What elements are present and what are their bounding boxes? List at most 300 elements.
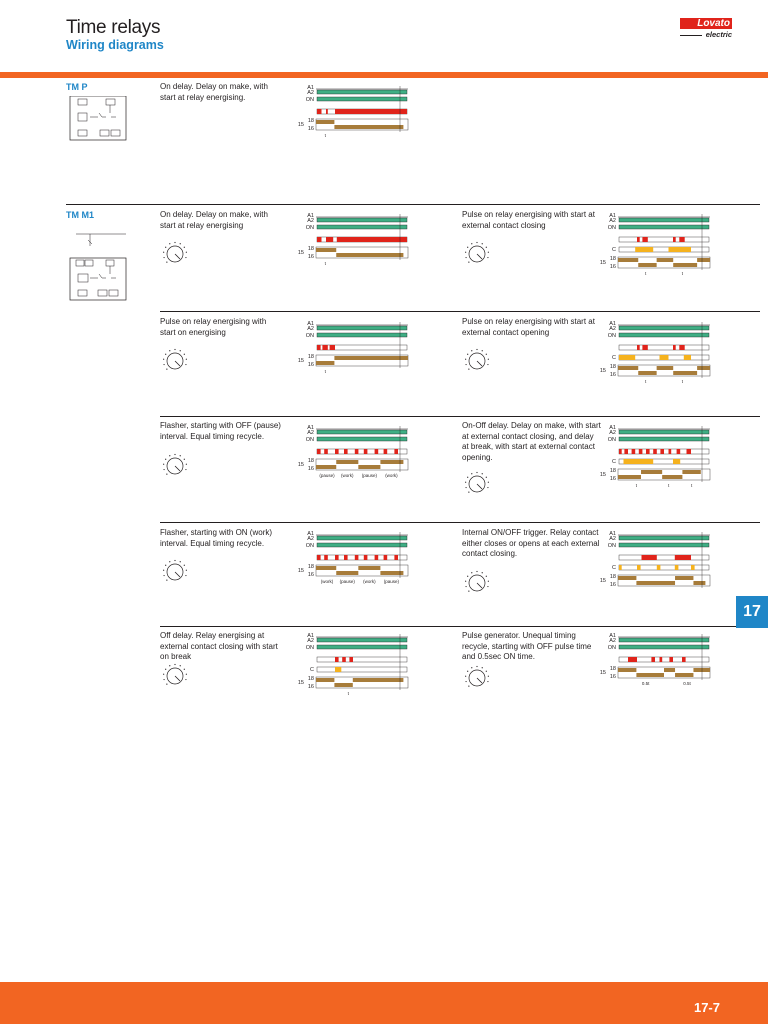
row-label: 16 [609,476,616,482]
row-label: A1 [307,321,314,327]
row-label: ON [607,437,616,443]
dial-tick [174,454,175,455]
description-m1-8: Internal ON/OFF trigger. Relay contact either closes or opens at each external contact closing. [462,528,600,558]
dial-tick [467,576,468,577]
dial-tick [488,359,489,360]
dial-pointer [477,484,482,489]
range-selector-dial-icon [160,238,190,268]
timing-label: (pause) [383,579,400,584]
dial-tick [467,477,468,478]
row-label: ON [305,543,314,549]
dial-tick [165,565,166,566]
contact-segment [316,678,334,682]
dial-tick [488,482,489,483]
row-label: ON [305,333,314,339]
contact-segment [662,475,682,479]
dial-tick [488,676,489,677]
row-label: A2 [307,430,314,436]
signal-frame [317,449,407,454]
row-separator [160,626,760,627]
supply-bar [317,326,407,330]
timing-label: (work) [341,473,354,478]
contact-segment [697,366,710,370]
dial-tick [486,354,487,355]
dial-tick [471,243,472,244]
signal-segment [669,449,672,454]
row-label: A1 [307,633,314,639]
range-selector-dial-icon [160,345,190,375]
contact-segment [675,576,693,580]
row-separator [160,416,760,417]
row-label: A1 [307,85,314,91]
dial-tick [487,681,488,682]
row-label: A1 [609,321,616,327]
timing-label: t [324,133,326,138]
timing-diagram-m1-2 [596,212,718,294]
dial-tick [185,679,186,680]
row-label: A1 [609,531,616,537]
row-label: 18 [609,468,616,474]
timing-label: 0.5t [683,681,691,686]
logo-line [680,35,702,36]
signal-segment [344,449,348,454]
footer-bar [0,982,768,1024]
signal-segment [624,459,654,464]
dial-tick [465,257,466,258]
signal-segment [355,449,359,454]
row-label: A2 [307,638,314,644]
dial-pointer [175,254,180,259]
row-label: A2 [609,536,616,542]
supply-bar [619,430,709,434]
signal-segment [326,237,333,242]
timing-label: (pause) [361,473,377,478]
row-label: 16 [307,684,314,690]
dial-tick [163,570,164,571]
contact-segment [353,678,404,682]
dial-tick [185,257,186,258]
contact-segment [673,263,697,267]
supply-bar [317,638,407,642]
signal-segment [317,449,321,454]
contact-segment [636,673,664,677]
signal-frame [619,345,709,350]
dial-tick [487,364,488,365]
contact-segment [664,668,675,672]
dial-pointer [175,361,180,366]
contact-segment [316,566,336,570]
description-m1-4: Pulse on relay energising with start at external contact opening [462,317,595,337]
timing-label: 0.5t [641,681,650,686]
signal-segment [660,449,664,454]
dial-tick [165,354,166,355]
row-label: A1 [609,633,616,639]
dial-tick [476,666,477,667]
contact-segment [316,361,334,365]
contact-segment [657,366,674,370]
dial-tick [163,674,164,675]
dial-tick [180,455,181,456]
timing-diagram-tm-p [294,84,416,154]
dial-tick [465,581,466,582]
logo-sub: electric [705,30,732,39]
timing-diagram-m1-6 [596,424,718,506]
signal-segment [375,449,379,454]
contact-segment [334,125,403,129]
signal-segment [653,449,657,454]
description-tmp-1: On delay. Delay on make, with start at relay energising. [160,82,268,102]
schematic-tm-p [66,96,128,142]
row-label: 15 [297,250,304,256]
dial-tick [482,243,483,244]
dial-tick [486,247,487,248]
dial-tick [169,350,170,351]
timing-label: t [690,483,693,488]
dial-tick [184,459,185,460]
signal-segment [624,449,628,454]
range-selector-dial-icon [160,450,190,480]
dial-tick [471,667,472,668]
dial-tick [186,252,187,253]
dial-tick [163,359,164,360]
dial-tick [467,671,468,672]
signal-segment [673,459,680,464]
range-selector-dial-icon [462,238,492,268]
signal-segment [642,237,647,242]
dial-tick [465,482,466,483]
dial-tick [174,242,175,243]
contact-segment [693,581,705,585]
timing-label: t [644,379,647,384]
row-label: 15 [297,680,304,686]
dial-tick [169,561,170,562]
signal-segment [326,109,328,114]
signal-segment [317,345,321,350]
timing-label: t [324,261,326,266]
dial-tick [185,469,186,470]
signal-segment [324,449,328,454]
dial-tick [163,252,164,253]
dial-tick [471,473,472,474]
dial-tick [486,576,487,577]
signal-segment [637,345,640,350]
contact-segment [618,475,641,479]
dial-tick [163,575,164,576]
dial-tick [465,252,466,253]
row-label: 15 [599,472,606,478]
timing-label: t [667,483,670,488]
dial-tick [174,349,175,350]
signal-segment [679,345,684,350]
signal-segment [660,657,663,662]
signal-segment [682,657,686,662]
dial-tick [471,572,472,573]
timing-diagram-m1-5 [294,424,416,496]
signal-segment [317,237,322,242]
contact-segment [657,258,674,262]
row-label: C [612,565,616,571]
row-label: 16 [307,572,314,578]
row-label: ON [607,645,616,651]
row-label: 15 [599,578,606,584]
contact-segment [358,566,380,570]
signal-segment [364,555,368,560]
row-label: 18 [307,118,314,124]
signal-segment [384,555,388,560]
signal-segment [675,555,691,560]
row-label: 18 [609,364,616,370]
signal-frame [619,247,709,252]
row-label: A1 [609,213,616,219]
row-label: 15 [297,122,304,128]
supply-bar [619,326,709,330]
row-label: 15 [297,568,304,574]
dial-tick [467,247,468,248]
dial-tick [185,575,186,576]
timing-label: (work) [385,473,398,478]
contact-segment [334,683,352,687]
timing-diagram-m1-7 [294,530,416,602]
contact-segment [336,460,358,464]
model-tm-m1: TM M1 [66,210,94,220]
row-label: 16 [307,466,314,472]
signal-segment [349,657,353,662]
row-label: 15 [599,670,606,676]
dial-pointer [477,361,482,366]
row-label: 18 [609,574,616,580]
timing-diagram-m1-4 [596,320,718,402]
signal-frame [619,555,709,560]
dial-tick [482,572,483,573]
dial-tick [476,571,477,572]
row-label: C [612,247,616,253]
signal-segment [684,355,691,360]
range-selector-dial-icon [462,567,492,597]
timing-label: (pause) [319,473,335,478]
supply-bar [619,218,709,222]
dial-tick [186,464,187,465]
on-bar [317,543,407,547]
timing-label: t [644,271,647,276]
signal-frame [317,555,407,560]
timing-diagram-m1-10 [596,632,718,716]
row-label: A2 [307,90,314,96]
timing-label: (work) [363,579,376,584]
signal-segment [619,355,635,360]
dial-tick [184,669,185,670]
timing-label: t [681,271,684,276]
dial-tick [468,591,469,592]
dial-tick [166,369,167,370]
contact-segment [693,668,710,672]
signal-segment [669,247,692,252]
timing-label: t [324,369,326,374]
row-label: ON [305,97,314,103]
dial-tick [163,257,164,258]
contact-segment [641,470,662,474]
dial-tick [482,350,483,351]
dial-tick [184,565,185,566]
on-bar [619,645,709,649]
signal-segment [679,237,684,242]
dial-tick [465,359,466,360]
range-selector-dial-icon [462,345,492,375]
timing-label: t [635,483,638,488]
signal-segment [335,109,407,114]
on-bar [317,225,407,229]
row-label: A1 [307,531,314,537]
dial-tick [487,257,488,258]
description-m1-9: Off delay. Relay energising at external contact closing with start on break [160,631,278,661]
signal-frame [619,237,709,242]
signal-segment [335,449,339,454]
dial-tick [180,243,181,244]
row-label: A1 [307,213,314,219]
row-label: A2 [307,218,314,224]
dial-tick [165,669,166,670]
contact-segment [697,258,710,262]
row-label: 18 [307,458,314,464]
dial-tick [468,492,469,493]
timing-diagram-m1-8 [596,530,718,612]
signal-segment [335,555,339,560]
signal-segment [637,565,641,570]
dial-pointer [477,583,482,588]
dial-tick [465,364,466,365]
dial-pointer [175,572,180,577]
signal-segment [355,555,359,560]
header-bar [0,72,768,78]
signal-segment [673,237,676,242]
dial-tick [165,247,166,248]
signal-segment [673,345,676,350]
contact-segment [336,571,358,575]
dial-tick [476,472,477,473]
dial-tick [184,247,185,248]
contact-segment [358,465,380,469]
row-label: ON [607,225,616,231]
contact-segment [675,673,693,677]
range-selector-dial-icon [462,662,492,692]
range-selector-dial-icon [160,556,190,586]
row-label: A2 [609,430,616,436]
signal-segment [677,449,681,454]
dial-tick [166,262,167,263]
timing-label: t [347,691,349,696]
timing-label: (pause) [339,579,355,584]
range-selector-dial-icon [462,468,492,498]
dial-tick [476,242,477,243]
dial-tick [486,671,487,672]
dial-tick [166,474,167,475]
signal-segment [691,565,695,570]
row-label: ON [305,645,314,651]
dial-tick [165,459,166,460]
row-label: 18 [307,354,314,360]
description-m1-3: Pulse on relay energising with start on energising [160,317,267,337]
on-bar [317,437,407,441]
row-label: ON [305,437,314,443]
dial-tick [163,364,164,365]
dial-tick [488,581,489,582]
description-m1-10: Pulse generator. Unequal timing recycle, starting with OFF pulse time and 0.5sec ON time. [462,631,592,661]
dial-pointer [175,676,180,681]
dial-tick [180,561,181,562]
timing-diagram-m1-1 [294,212,416,284]
signal-segment [344,555,348,560]
row-label: ON [607,333,616,339]
dial-tick [487,487,488,488]
dial-tick [186,359,187,360]
dial-tick [488,252,489,253]
signal-segment [669,657,673,662]
row-label: A2 [609,218,616,224]
dial-tick [166,684,167,685]
contact-segment [618,576,636,580]
timing-label: (work) [320,579,334,584]
contact-segment [336,253,403,257]
row-label: A2 [307,536,314,542]
dial-tick [174,560,175,561]
dial-tick [163,679,164,680]
row-label: 16 [609,372,616,378]
dial-tick [482,473,483,474]
row-label: A1 [307,425,314,431]
supply-bar [317,430,407,434]
signal-frame [317,657,407,662]
signal-segment [335,657,339,662]
dial-tick [476,349,477,350]
row-label: 18 [307,676,314,682]
signal-segment [642,555,657,560]
signal-segment [632,449,636,454]
signal-segment [335,667,341,672]
row-label: 15 [297,358,304,364]
timing-diagram-m1-9 [294,632,416,712]
row-label: 16 [609,674,616,680]
signal-segment [619,449,622,454]
dial-tick [169,665,170,666]
signal-segment [394,555,398,560]
supply-bar [619,638,709,642]
contact-segment [638,263,656,267]
on-bar [619,437,709,441]
signal-segment [675,565,679,570]
row-separator [160,311,760,312]
supply-bar [619,536,709,540]
contact-segment [682,470,700,474]
dial-tick [465,681,466,682]
signal-segment [317,555,321,560]
signal-segment [687,449,692,454]
row-label: A2 [609,326,616,332]
dial-tick [465,487,466,488]
contact-segment [638,371,656,375]
dial-tick [468,262,469,263]
signal-segment [637,237,640,242]
contact-segment [316,465,336,469]
dial-pointer [175,466,180,471]
dial-tick [468,369,469,370]
row-label: A2 [307,326,314,332]
dial-tick [166,580,167,581]
signal-segment [628,657,637,662]
dial-tick [180,665,181,666]
row-label: A2 [609,638,616,644]
signal-segment [657,565,661,570]
signal-segment [651,657,655,662]
section-separator [66,204,760,205]
